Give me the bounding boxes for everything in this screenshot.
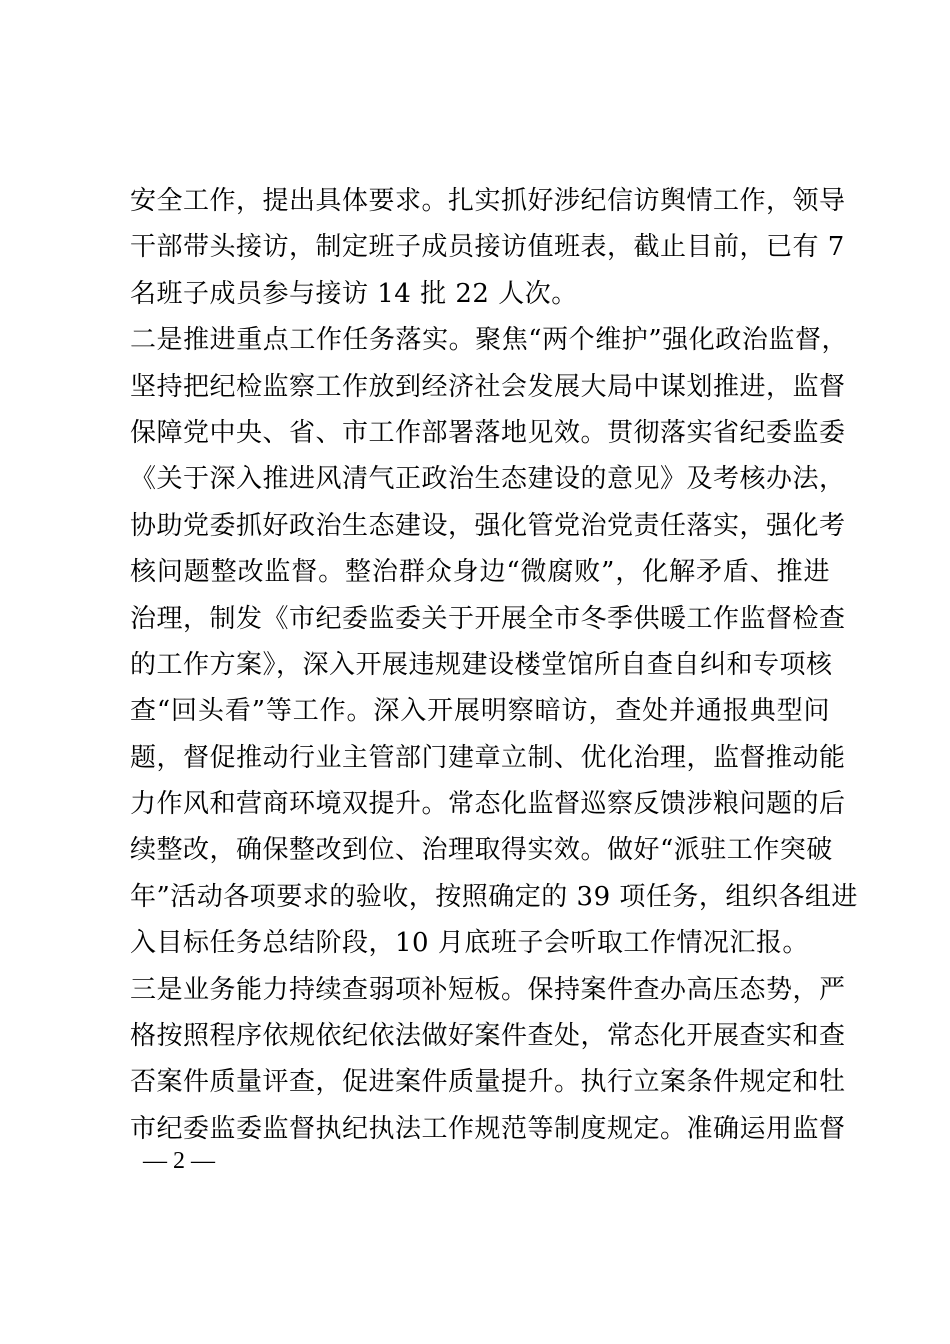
text-line: 二是推进重点工作任务落实。聚焦“两个维护”强化政治监督， (130, 325, 848, 356)
text-line: 三是业务能力持续查弱项补短板。保持案件查办高压态势，严 (130, 974, 846, 1005)
body-text (130, 178, 858, 1152)
text-line: 格按照程序依规依纪依法做好案件查处，常态化开展查实和查 (130, 1021, 846, 1052)
page-number: — 2 — (143, 1148, 215, 1174)
text-line: 的工作方案》，深入开展违规建设楼堂馆所自查自纠和专项核 (130, 649, 833, 680)
text-line: 市纪委监委监督执纪执法工作规范等制度规定。准确运用监督 (130, 1113, 846, 1144)
text-line: 《关于深入推进风清气正政治生态建设的意见》及考核办法， (130, 464, 846, 495)
text-line: 题，督促推动行业主管部门建章立制、优化治理，监督推动能 (130, 742, 846, 773)
text-line: 治理，制发《市纪委监委关于开展全市冬季供暖工作监督检查 (130, 603, 846, 634)
text-line: 年”活动各项要求的验收，按照确定的 39 项任务，组织各组进 (130, 881, 858, 912)
text-line: 查“回头看”等工作。深入开展明察暗访，查处并通报典型问 (130, 696, 830, 727)
text-line: 否案件质量评查，促进案件质量提升。执行立案条件规定和牡 (130, 1067, 846, 1098)
text-line: 核问题整改监督。整治群众身边“微腐败”，化解矛盾、推进 (130, 557, 830, 588)
text-line: 名班子成员参与接访 14 批 22 人次。 (130, 278, 578, 309)
text-line: 坚持把纪检监察工作放到经济社会发展大局中谋划推进，监督 (130, 371, 846, 402)
text-line: 干部带头接访，制定班子成员接访值班表，截止目前，已有 7 (130, 232, 845, 263)
text-line: 入目标任务总结阶段，10 月底班子会听取工作情况汇报。 (130, 928, 809, 959)
text-line: 安全工作，提出具体要求。扎实抓好涉纪信访舆情工作，领导 (130, 186, 846, 216)
text-line: 续整改，确保整改到位、治理取得实效。做好“派驻工作突破 (130, 835, 833, 866)
text-line: 保障党中央、省、市工作部署落地见效。贯彻落实省纪委监委 (130, 417, 846, 448)
text-line: 力作风和营商环境双提升。常态化监督巡察反馈涉粮问题的后 (130, 789, 846, 820)
text-line: 协助党委抓好政治生态建设，强化管党治党责任落实，强化考 (130, 510, 846, 541)
